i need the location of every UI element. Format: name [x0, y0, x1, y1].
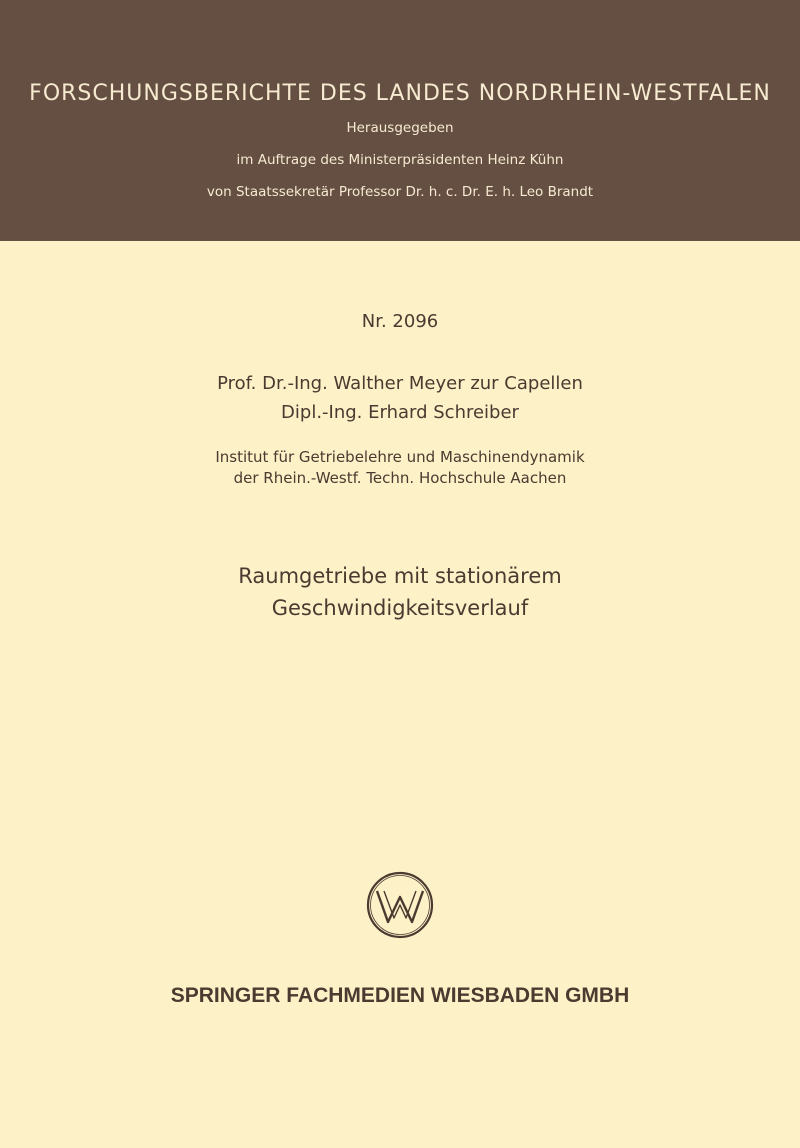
series-title: FORSCHUNGSBERICHTE DES LANDES NORDRHEIN-WESTFALEN	[29, 81, 771, 106]
volume-number: Nr. 2096	[361, 311, 439, 332]
book-title-line: Raumgetriebe mit stationärem	[238, 564, 562, 588]
series-header-band	[0, 0, 800, 241]
vw-circle-logo-icon	[365, 870, 435, 940]
book-title-line: Geschwindigkeitsverlauf	[271, 596, 529, 620]
publisher-name: SPRINGER FACHMEDIEN WIESBADEN GMBH	[170, 984, 630, 1007]
editor-line-herausgegeben: Herausgegeben	[346, 120, 454, 136]
institute-line: Institut für Getriebelehre und Maschinendynamik	[215, 448, 585, 466]
editor-line-staatssekretaer: von Staatssekretär Professor Dr. h. c. Dr. E. h. Leo Brandt	[206, 184, 594, 200]
editor-line-ministerpraesident: im Auftrage des Ministerpräsidenten Heinz Kühn	[236, 152, 564, 168]
author-name: Prof. Dr.-Ing. Walther Meyer zur Capellen	[217, 373, 583, 394]
author-name: Dipl.-Ing. Erhard Schreiber	[281, 402, 519, 423]
institute-line: der Rhein.-Westf. Techn. Hochschule Aachen	[233, 469, 567, 487]
